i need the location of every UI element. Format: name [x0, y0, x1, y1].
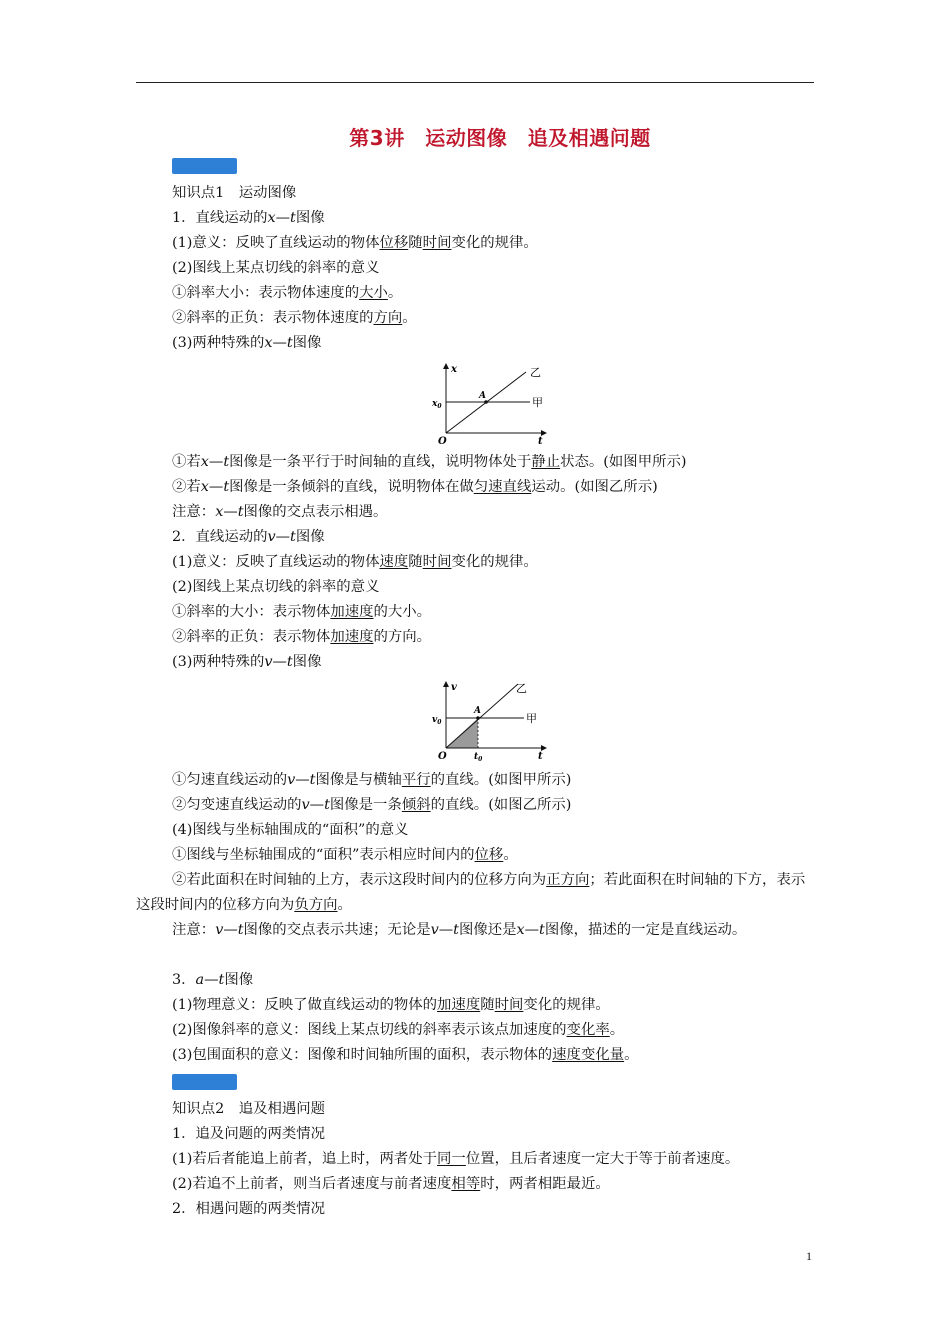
text-line: (1)物理意义：反映了做直线运动的物体的加速度随时间变化的规律。 — [172, 997, 610, 1013]
text-line: ①斜率大小：表示物体速度的大小。 — [172, 285, 403, 301]
origin-label: O — [438, 751, 447, 762]
text-line: 2．直线运动的v—t图像 — [172, 529, 325, 545]
intercept-label: $x_0$ — [432, 399, 442, 410]
text-line: (2)若追不上前者，则当后者速度与前者速度相等时，两者相距最近。 — [172, 1176, 610, 1192]
text-line: 3．a—t图像 — [172, 972, 254, 988]
x-axis-label: t — [538, 751, 543, 762]
text-line: (2)图像斜率的意义：图线上某点切线的斜率表示该点加速度的变化率。 — [172, 1022, 625, 1038]
text-line: (1)意义：反映了直线运动的物体位移随时间变化的规律。 — [172, 235, 538, 251]
text-line: (1)意义：反映了直线运动的物体速度随时间变化的规律。 — [172, 554, 538, 570]
point-label: A — [479, 391, 486, 401]
text-line: ②匀变速直线运动的v—t图像是一条倾斜的直线。(如图乙所示) — [172, 797, 572, 813]
text-line: 1．追及问题的两类情况 — [172, 1126, 326, 1142]
intersection-point — [476, 716, 480, 720]
page-title: 第3讲 运动图像 追及相遇问题 — [349, 126, 651, 150]
line-jia-label: 甲 — [532, 396, 543, 409]
line-yi-label: 乙 — [530, 366, 541, 379]
x-axis-label: t — [538, 436, 543, 447]
v-t-graph-figure — [420, 678, 560, 763]
text-line: (4)图线与坐标轴围成的“面积”的意义 — [172, 822, 409, 838]
section-badge-2 — [172, 1074, 237, 1090]
line-yi-label: 乙 — [516, 682, 527, 695]
paragraph-area-direction: ②若此面积在时间轴的上方，表示这段时间内的位移方向为正方向；若此面积在时间轴的下方，表示这段时间内的位移方向为负方向。 — [136, 872, 806, 913]
text-line: (3)两种特殊的x—t图像 — [172, 335, 322, 351]
x-t-graph-figure — [420, 360, 560, 445]
text-line: ②斜率的正负：表示物体加速度的方向。 — [172, 629, 432, 645]
y-axis-label: x — [451, 364, 457, 375]
line-jia-label: 甲 — [526, 712, 537, 725]
line-yi — [446, 684, 518, 748]
text-line: ②斜率的正负：表示物体速度的方向。 — [172, 310, 417, 326]
section-heading-2: 知识点2 追及相遇问题 — [172, 1101, 326, 1117]
text-line: (3)包围面积的意义：图像和时间轴所围的面积，表示物体的速度变化量。 — [172, 1047, 639, 1063]
text-line: 注意：x—t图像的交点表示相遇。 — [172, 504, 388, 520]
page-number: 1 — [806, 1249, 812, 1263]
text-line: ①图线与坐标轴围成的“面积”表示相应时间内的位移。 — [172, 847, 518, 863]
text-line: (3)两种特殊的v—t图像 — [172, 654, 322, 670]
text-line: (2)图线上某点切线的斜率的意义 — [172, 579, 380, 595]
point-label: A — [474, 706, 481, 716]
section-heading-1: 知识点1 运动图像 — [172, 185, 297, 201]
y-axis-label: v — [451, 682, 457, 693]
text-line: (1)若后者能追上前者，追上时，两者处于同一位置，且后者速度一定大于等于前者速度。 — [172, 1151, 740, 1167]
text-line: (2)图线上某点切线的斜率的意义 — [172, 260, 380, 276]
text-line: ①斜率的大小：表示物体加速度的大小。 — [172, 604, 432, 620]
text-line: ②若x—t图像是一条倾斜的直线，说明物体在做匀速直线运动。(如图乙所示) — [172, 479, 658, 495]
header-rule — [136, 82, 814, 83]
text-line: ①匀速直线运动的v—t图像是与横轴平行的直线。(如图甲所示) — [172, 772, 572, 788]
origin-label: O — [438, 436, 447, 447]
paragraph-note: 注意：v—t图像的交点表示共速；无论是v—t图像还是x—t图像，描述的一定是直线运动。 — [172, 922, 747, 938]
text-line: 2．相遇问题的两类情况 — [172, 1201, 326, 1217]
section-badge-1 — [172, 158, 237, 174]
text-line: 1．直线运动的x—t图像 — [172, 210, 325, 226]
intercept-label: $v_0$ — [432, 715, 442, 726]
t0-label: $t_0$ — [474, 752, 483, 763]
text-line: ①若x—t图像是一条平行于时间轴的直线，说明物体处于静止状态。(如图甲所示) — [172, 454, 687, 470]
